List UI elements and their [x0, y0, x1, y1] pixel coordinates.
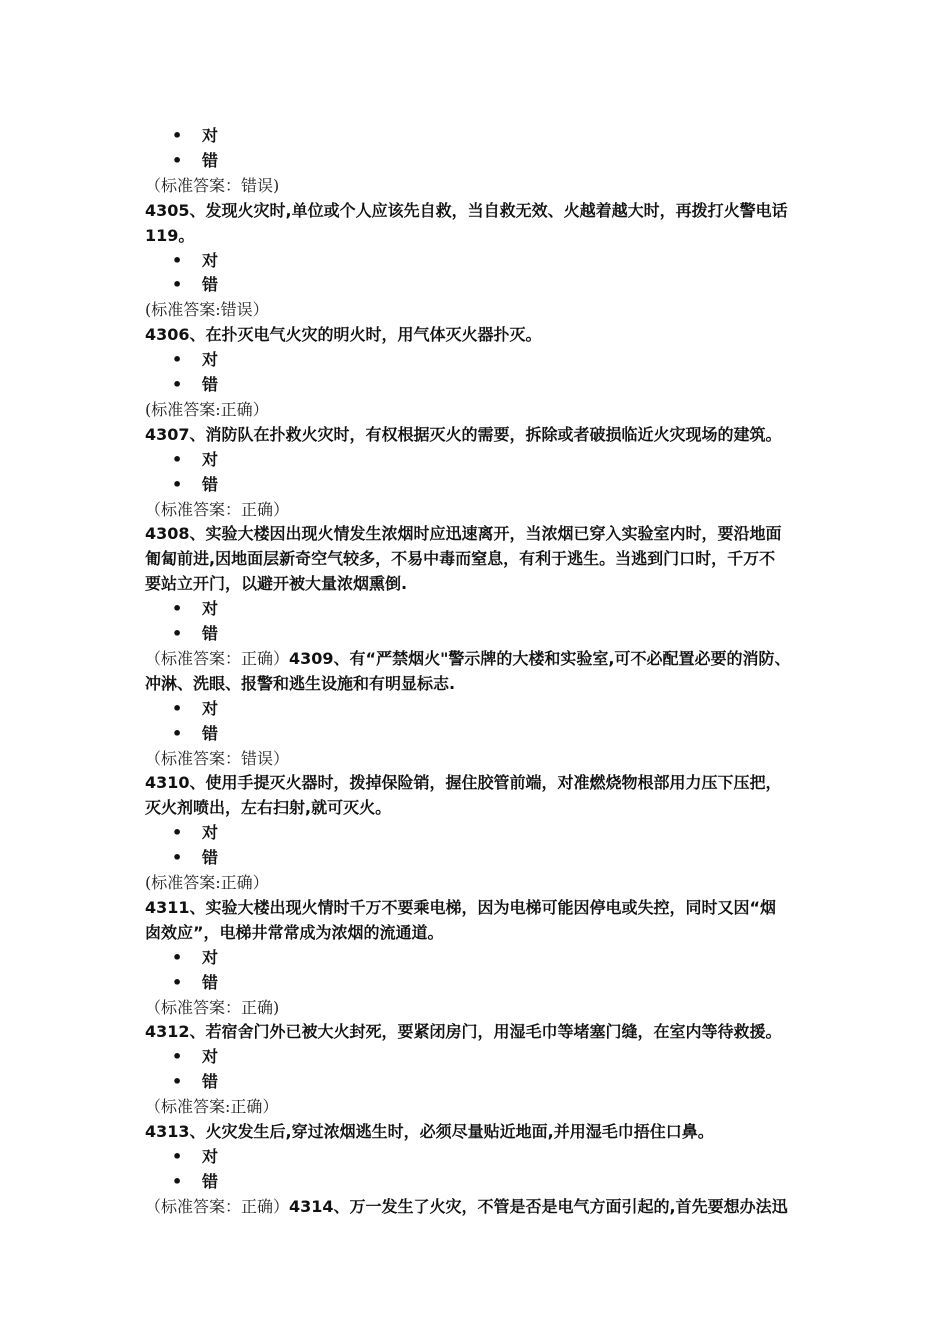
option-false — [172, 273, 218, 297]
option-label: 对 — [202, 823, 219, 842]
question-text: 4306、在扑灭电气火灾的明火时，用气体灭火器扑灭。 — [145, 325, 542, 344]
standard-answer: （标准答案：正确） — [145, 500, 290, 519]
option-true — [172, 124, 218, 148]
option-false — [172, 846, 218, 870]
bullet-icon: • — [172, 275, 183, 294]
option-true — [172, 821, 218, 845]
answer-and-question-line — [145, 1195, 788, 1219]
bullet-icon: • — [172, 948, 183, 967]
standard-answer: (标准答案:正确） — [145, 400, 269, 419]
question-text: 4309、有“严禁烟火"警示牌的大楼和实验室,可不必配置必要的消防、 — [289, 649, 791, 668]
option-label: 错 — [202, 375, 219, 394]
option-label: 错 — [202, 848, 219, 867]
bullet-icon: • — [172, 1147, 183, 1166]
option-false — [172, 149, 218, 173]
option-label: 对 — [202, 599, 219, 618]
option-false — [172, 1070, 218, 1094]
option-label: 对 — [202, 350, 219, 369]
question-text: 4314、万一发生了火灾，不管是否是电气方面引起的,首先要想办法迅 — [289, 1197, 788, 1216]
bullet-icon: • — [172, 1172, 183, 1191]
bullet-icon: • — [172, 350, 183, 369]
option-label: 对 — [202, 699, 219, 718]
option-true — [172, 448, 218, 472]
option-true — [172, 249, 218, 273]
option-true — [172, 1145, 218, 1169]
question-text: 4311、实验大楼出现火情时千万不要乘电梯，因为电梯可能因停电或失控，同时又因“烟 — [145, 898, 777, 917]
standard-answer: （标准答案：错误） — [145, 749, 290, 768]
standard-answer: (标准答案:正确） — [145, 873, 269, 892]
option-label: 错 — [202, 475, 219, 494]
question-text: 4313、火灾发生后,穿过浓烟逃生时，必须尽量贴近地面,并用湿毛巾捂住口鼻。 — [145, 1122, 714, 1141]
option-label: 对 — [202, 1147, 219, 1166]
standard-answer: （标准答案:正确） — [145, 1097, 279, 1116]
question-text: 灭火剂喷出，左右扫射,就可灭火。 — [145, 798, 392, 817]
option-label: 对 — [202, 450, 219, 469]
option-true — [172, 1045, 218, 1069]
option-label: 错 — [202, 1172, 219, 1191]
option-false — [172, 722, 218, 746]
standard-answer: （标准答案：正确) — [145, 998, 280, 1017]
question-text: 囱效应”，电梯井常常成为浓烟的流通道。 — [145, 923, 444, 942]
bullet-icon: • — [172, 475, 183, 494]
bullet-icon: • — [172, 973, 183, 992]
question-text: 4307、消防队在扑救火灾时，有权根据灭火的需要，拆除或者破损临近火灾现场的建筑。 — [145, 425, 782, 444]
bullet-icon: • — [172, 624, 183, 643]
option-true — [172, 946, 218, 970]
bullet-icon: • — [172, 375, 183, 394]
option-label: 对 — [202, 948, 219, 967]
option-label: 错 — [202, 624, 219, 643]
option-false — [172, 473, 218, 497]
standard-answer: （标准答案：正确） — [145, 1197, 290, 1216]
option-true — [172, 348, 218, 372]
bullet-icon: • — [172, 724, 183, 743]
question-text: 4308、实验大楼因出现火情发生浓烟时应迅速离开，当浓烟已穿入实验室内时，要沿地面 — [145, 524, 782, 543]
question-text: 4310、使用手提灭火器时，拨掉保险销，握住胶管前端，对准燃烧物根部用力压下压把， — [145, 773, 782, 792]
bullet-icon: • — [172, 1072, 183, 1091]
question-text: 冲淋、洗眼、报警和逃生设施和有明显标志. — [145, 674, 456, 693]
bullet-icon: • — [172, 251, 183, 270]
option-label: 错 — [202, 724, 219, 743]
option-true — [172, 697, 218, 721]
option-true — [172, 597, 218, 621]
bullet-icon: • — [172, 699, 183, 718]
question-text: 要站立开门，以避开被大量浓烟熏倒. — [145, 574, 408, 593]
question-text: 4305、发现火灾时,单位或个人应该先自救，当自救无效、火越着越大时，再拨打火警电话 — [145, 201, 788, 220]
option-label: 错 — [202, 973, 219, 992]
bullet-icon: • — [172, 1047, 183, 1066]
option-false — [172, 622, 218, 646]
option-label: 错 — [202, 1072, 219, 1091]
bullet-icon: • — [172, 126, 183, 145]
standard-answer: （标准答案：错误) — [145, 176, 280, 195]
standard-answer: （标准答案：正确） — [145, 649, 290, 668]
answer-and-question-line — [145, 647, 790, 671]
standard-answer: (标准答案:错误） — [145, 300, 269, 319]
option-label: 对 — [202, 126, 219, 145]
question-text: 匍匐前进,因地面层新奇空气较多，不易中毒而窒息，有利于逃生。当逃到门口时，千万不 — [145, 549, 776, 568]
option-false — [172, 971, 218, 995]
question-text: 119。 — [145, 226, 195, 245]
bullet-icon: • — [172, 848, 183, 867]
bullet-icon: • — [172, 599, 183, 618]
option-label: 错 — [202, 151, 219, 170]
bullet-icon: • — [172, 823, 183, 842]
bullet-icon: • — [172, 151, 183, 170]
option-false — [172, 373, 218, 397]
option-label: 对 — [202, 251, 219, 270]
option-false — [172, 1170, 218, 1194]
bullet-icon: • — [172, 450, 183, 469]
question-text: 4312、若宿舍门外已被大火封死，要紧闭房门，用湿毛巾等堵塞门缝，在室内等待救援。 — [145, 1022, 782, 1041]
option-label: 错 — [202, 275, 219, 294]
option-label: 对 — [202, 1047, 219, 1066]
